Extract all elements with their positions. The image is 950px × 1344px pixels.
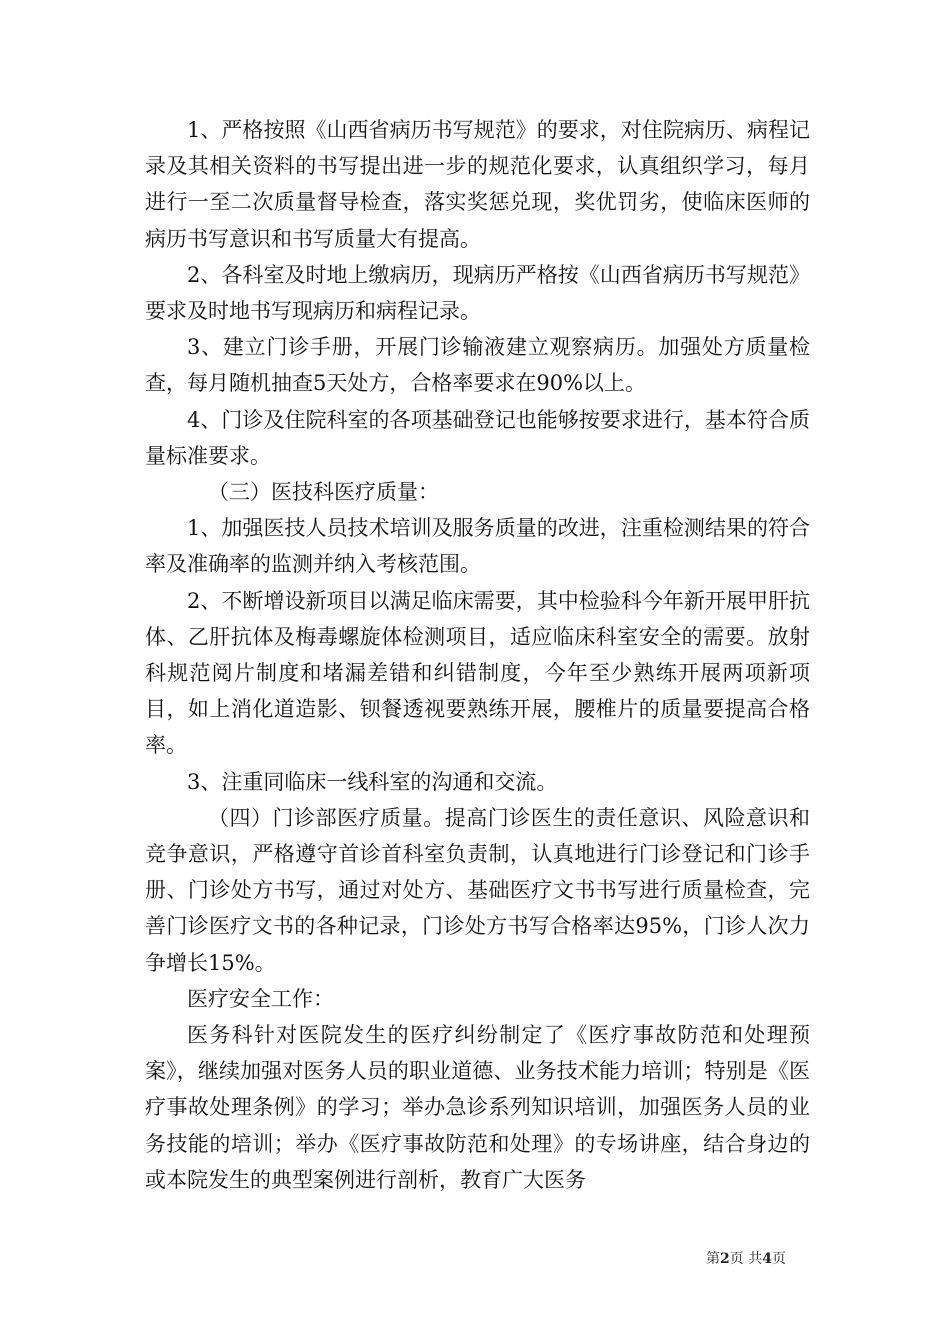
footer-middle: 页 共 — [729, 1251, 763, 1267]
document-body — [145, 112, 810, 1198]
footer-prefix: 第 — [706, 1251, 720, 1267]
section-heading-medical-safety: 医疗安全工作： — [187, 986, 334, 1011]
page-number-footer — [706, 1248, 786, 1268]
paragraph-outpatient-handbook: 3、建立门诊手册，开展门诊输液建立观察病历。加强处方质量检查，每月随机抽查5天处方，合格率要求在90%以上。 — [145, 335, 810, 396]
paragraph-new-projects: 2、不断增设新项目以满足临床需要，其中检验科今年新开展甲肝抗体、乙肝抗体及梅毒螺旋体检测项目，适应临床科室安全的需要。放射科规范阅片制度和堵漏差错和纠错制度，今年至少熟练开展两项新项目，如上消化道造影、钡餐透视要熟练开展，腰椎片的质量要提高合格率。 — [145, 588, 810, 758]
total-page-count: 4 — [762, 1251, 772, 1267]
paragraph-clinical-communication: 3、注重同临床一线科室的沟通和交流。 — [187, 769, 558, 794]
paragraph-technician-training: 1、加强医技人员技术培训及服务质量的改进，注重检测结果的符合率及准确率的监测并纳入考核范围。 — [145, 516, 810, 577]
paragraph-current-records: 2、各科室及时地上缴病历，现病历严格按《山西省病历书写规范》要求及时地书写现病历和病程记录。 — [145, 262, 810, 324]
paragraph-dispute-prevention: 医务科针对医院发生的医疗纠纷制定了《医疗事故防范和处理预案》，继续加强对医务人员的职业道德、业务技术能力培训；特别是《医疗事故处理条例》的学习；举办急诊系列知识培训，加强医务人员的业务技能的培训；举办《医疗事故防范和处理》的专场讲座，结合身边的或本院发生的典型案例进行剖析，教育广大医务 — [145, 1023, 810, 1192]
paragraph-basic-registration: 4、门诊及住院科室的各项基础登记也能够按要求进行，基本符合质量标准要求。 — [145, 407, 810, 468]
footer-suffix: 页 — [771, 1251, 786, 1267]
section-heading-medical-technology: （三）医技科医疗质量： — [208, 480, 439, 505]
current-page-number: 2 — [720, 1251, 730, 1267]
paragraph-inpatient-records: 1、严格按照《山西省病历书写规范》的要求，对住院病历、病程记录及其相关资料的书写提出进一步的规范化要求，认真组织学习，每月进行一至二次质量督导检查，落实奖惩兑现，奖优罚劣，使临床医师的病历书写意识和书写质量大有提高。 — [145, 118, 810, 251]
paragraph-outpatient-quality: （四）门诊部医疗质量。提高门诊医生的责任意识、风险意识和竞争意识，严格遵守首诊首科室负责制，认真地进行门诊登记和门诊手册、门诊处方书写，通过对处方、基础医疗文书书写进行质量检查，完善门诊医疗文书的各种记录，门诊处方书写合格率达95%，门诊人次力争增长15%。 — [145, 805, 810, 975]
